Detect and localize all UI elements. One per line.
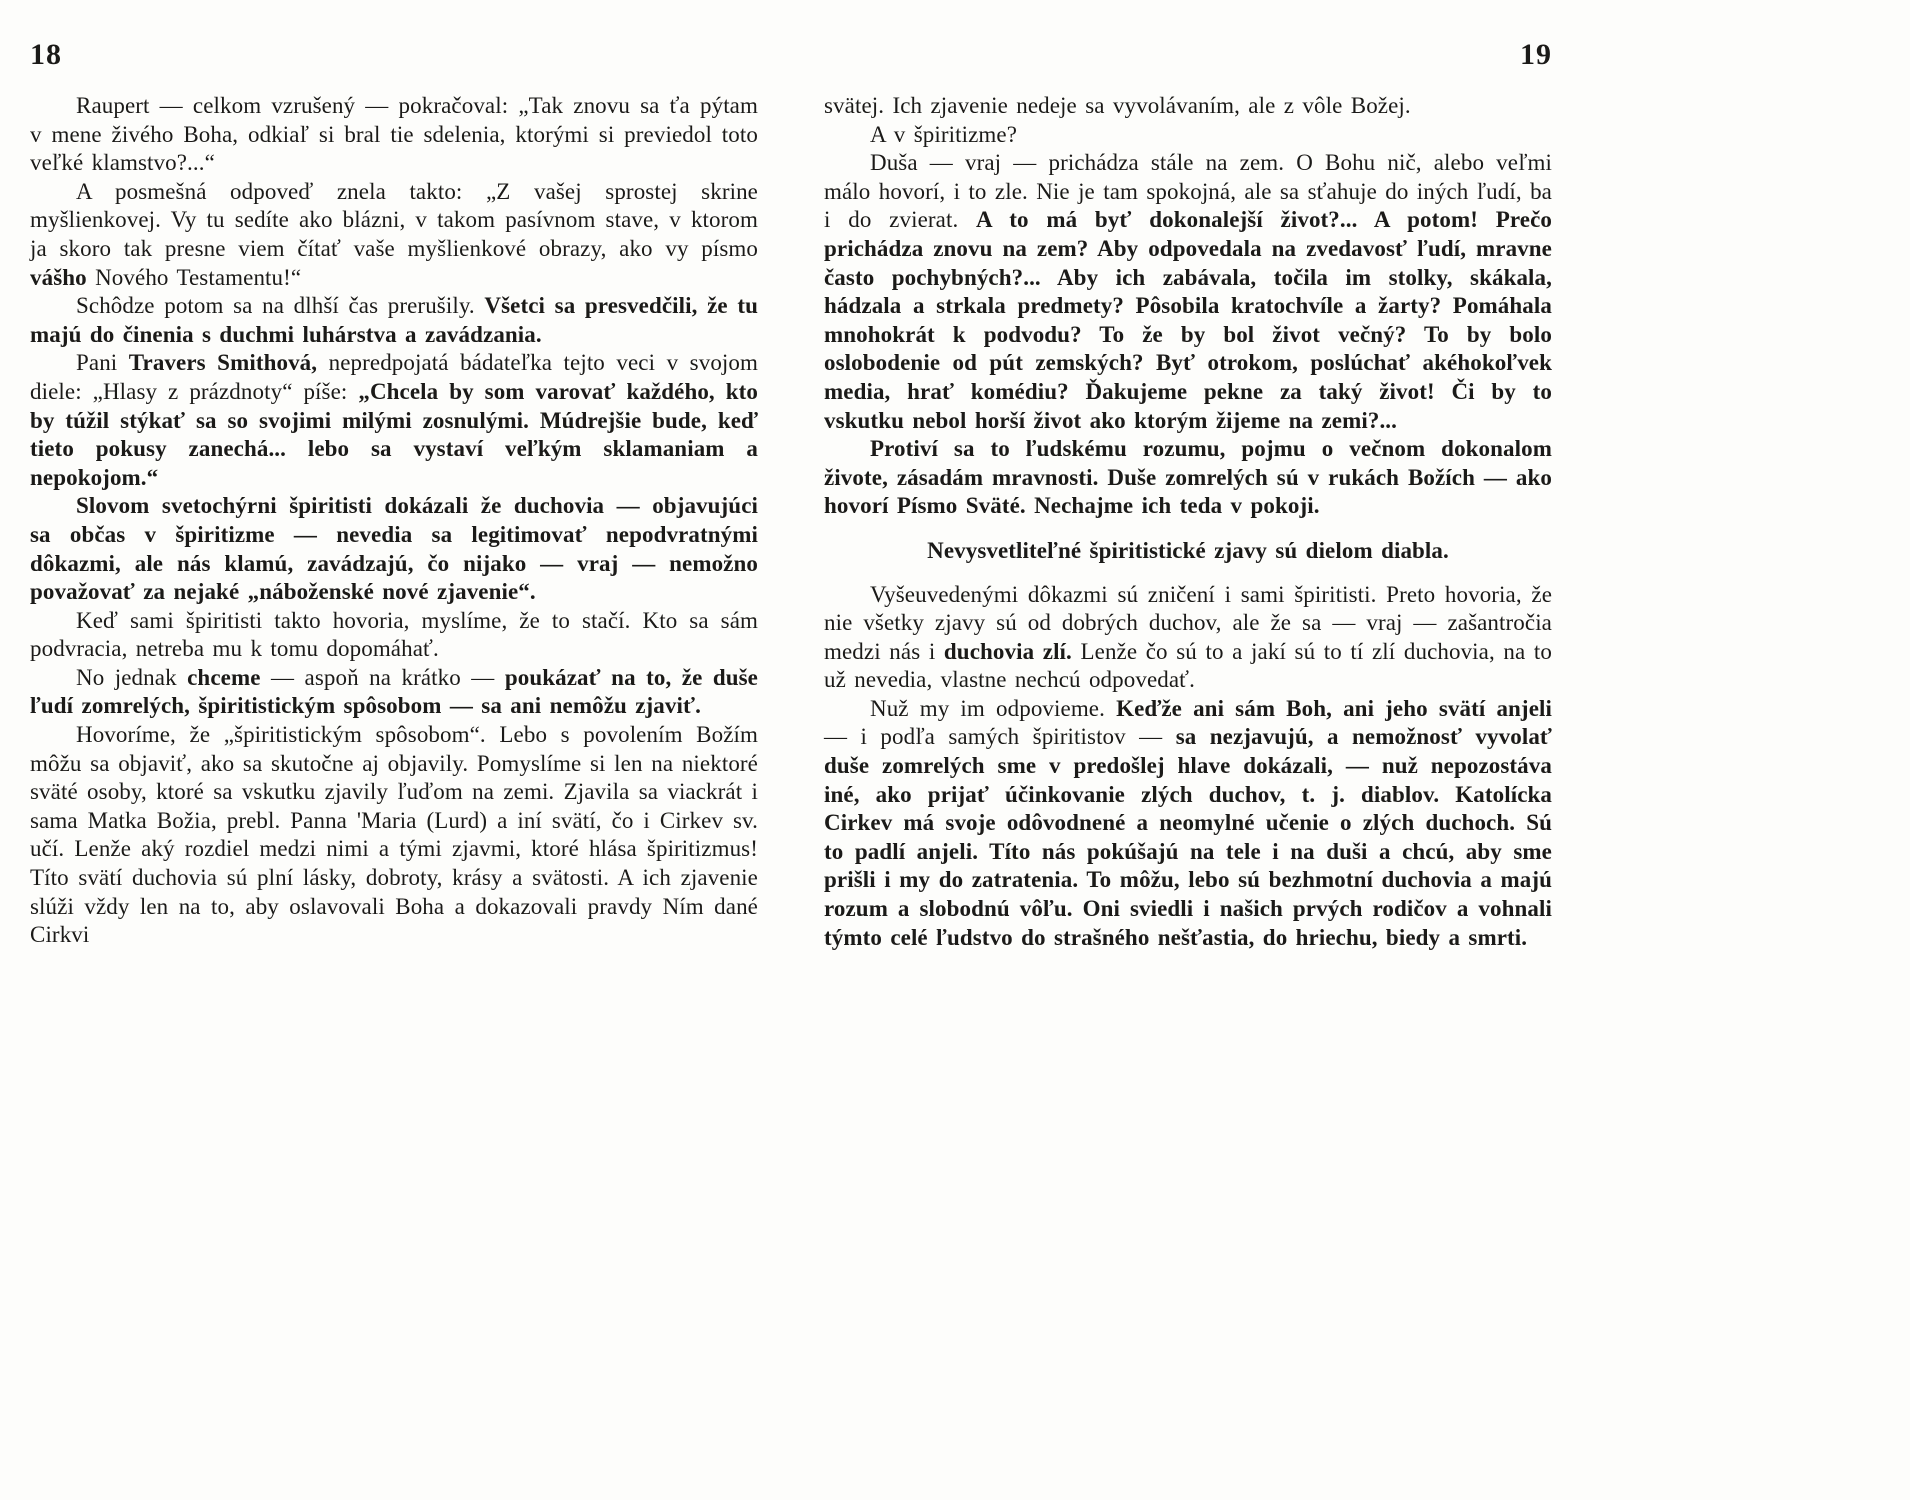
paragraph xyxy=(30,178,758,292)
text-segment: No jednak xyxy=(76,664,188,690)
text-segment: — i podľa samých špiritistov — xyxy=(824,724,1176,750)
text-segment: chceme xyxy=(187,664,261,690)
text-segment: svätej. Ich zjavenie nedeje sa vyvolávaním, ale z vôle Božej. xyxy=(824,93,1411,118)
paragraph xyxy=(30,721,758,950)
page-right xyxy=(824,38,1552,952)
text-segment: Hovoríme, že „špiritistickým spôsobom“. Lebo s povolením Božím môžu sa objaviť, ako sa skutočne aj objavily. Pomyslíme si len na niektoré sväté osoby, ktoré sa vskutku zjavily ľuďom na zemi. Zjavila sa viackrát i sama Matka Božia, prebl. Panna 'Maria (Lurd) a iní svätí, čo i Cirkev sv. učí. Lenže aký rozdiel medzi nimi a tými zjavmi, ktoré hlása špiritizmus! Títo svätí duchovia sú plní lásky, dobroty, krásy a svätosti. A ich zjavenie slúži vždy len na to, aby oslavovali Boha a dokazovali pravdy Ním dané Cirkvi xyxy=(30,722,758,948)
text-segment: Slovom svetochýrni špiritisti dokázali že duchovia — objavujúci sa občas v špiritizme — nevedia sa legitimovať nepodvratnými dôkazmi, ale nás klamú, zavádzajú, čo nijako — vraj — nemožno považovať za nejaké „náboženské nové zjavenie“. xyxy=(30,493,758,605)
text-segment: Protiví sa to ľudskému rozumu, pojmu o večnom dokonalom živote, zásadám mravnosti. Duše zomrelých sú v rukách Božích — ako hovorí Písmo Sväté. Nechajme ich teda v pokoji. xyxy=(824,436,1552,519)
text-segment: nepredpojatá bádateľka tejto veci v svojom diele: „Hlasy z prázdnoty“ píše: xyxy=(30,350,759,404)
text-segment: Schôdze potom sa na dlhší čas prerušily. xyxy=(76,293,485,319)
paragraph xyxy=(30,664,758,721)
text-segment: poukázať na to, že duše ľudí zomrelých, špiritistickým spôsobom — sa ani nemôžu zjaviť. xyxy=(30,664,758,719)
text-segment: Všetci sa presvedčili, že tu majú do činenia s duchmi luhárstva a zavádzania. xyxy=(30,293,758,347)
text-segment: Pani xyxy=(76,350,129,376)
paragraph xyxy=(824,149,1552,435)
text-segment: „Chcela by som varovať každého, kto by túžil stýkať sa so svojimi milými zosnulými. Múdrejšie bude, keď tieto pokusy zanechá... lebo sa vystaví veľkým sklamaniam a nepokojom.“ xyxy=(30,378,758,490)
text-segment: A to má byť dokonalejší život?... A potom! Prečo prichádza znovu na zem? Aby odpovedala na zvedavosť ľudí, mravne často pochybných?... Aby ich zabávala, točila im stolky, skákala, hádzala a strkala predmety? Pôsobila kratochvíle a žarty? Pomáhala mnohokrát k podvodu? To že by bol život večný? To by bolo oslobodenie od pút zemských? Byť otrokom, poslúchať akéhokoľvek media, hrať komédiu? Ďakujeme pekne za taký život! Či by to vskutku nebol horší život ako ktorým žijeme na zemi?... xyxy=(824,207,1552,433)
text-segment: Nuž my im odpovieme. xyxy=(870,695,1117,721)
text-segment: A posmešná odpoveď znela takto: „Z vašej sprostej skrine myšlienkovej. Vy tu sedíte ako blázni, v takom pasívnom stave, v ktorom ja skoro tak presne viem čítať vaše myšlienkové obrazy, ako vy písmo xyxy=(30,178,758,261)
text-segment: A v špiritizme? xyxy=(870,121,1018,147)
paragraph xyxy=(30,92,758,178)
paragraph xyxy=(824,695,1552,952)
text-segment: duchovia zlí. xyxy=(943,638,1072,664)
paragraph xyxy=(30,292,758,349)
page-left xyxy=(30,38,758,952)
text-segment: Vyšeuvedenými dôkazmi sú zničení i sami špiritisti. Preto hovoria, že nie všetky zjavy sú od dobrých duchov, ale že sa — vraj — zašantročia medzi nás i xyxy=(824,581,1552,664)
paragraph xyxy=(30,349,758,492)
paragraph xyxy=(824,92,1552,121)
text-segment: Keďže ani sám Boh, ani jeho svätí anjeli xyxy=(1116,695,1552,721)
paragraph xyxy=(30,492,758,606)
text-column-left xyxy=(30,92,758,950)
paragraph xyxy=(824,581,1552,695)
paragraph xyxy=(30,607,758,664)
text-segment: Keď sami špiritisti takto hovoria, myslíme, že to stačí. Kto sa sám podvracia, netreba mu k tomu dopomáhať. xyxy=(30,607,758,662)
paragraph xyxy=(824,435,1552,521)
text-segment: Lenže čo sú to a jakí sú to tí zlí duchovia, na to už nevedia, vlastne nechcú odpovedať. xyxy=(824,638,1552,693)
text-segment: — aspoň na krátko — xyxy=(260,664,505,690)
section-heading xyxy=(824,537,1552,566)
text-segment: sa nezjavujú, a nemožnosť vyvolať duše zomrelých sme v predošlej hlave dokázali, — nuž nepozostáva iné, ako prijať účinkovanie zlých duchov, t. j. diablov. Katolícka Cirkev má svoje odôvodnené a neomylné učenie o zlých duchoch. Sú to padlí anjeli. Títo nás pokúšajú na tele i na duši a chcú, aby sme prišli i my do zatratenia. To môžu, lebo sú bezhmotní duchovia a majú rozum a slobodnú vôľu. Oni sviedli i našich prvých rodičov a vohnali týmto celé ľudstvo do strašného nešťastia, do hriechu, biedy a smrti. xyxy=(824,724,1553,950)
text-segment: vášho xyxy=(30,264,87,290)
text-segment: Nevysvetliteľné špiritistické zjavy sú dielom diabla. xyxy=(927,537,1449,563)
page-number-right: 19 xyxy=(1520,38,1552,71)
text-segment: Travers Smithová, xyxy=(128,350,318,376)
text-segment: Raupert — celkom vzrušený — pokračoval: „Tak znovu sa ťa pýtam v mene živého Boha, odkiaľ si bral tie sdelenia, ktorými si previedol toto veľké klamstvo?...“ xyxy=(30,93,758,176)
text-segment: Nového Testamentu!“ xyxy=(86,264,302,290)
paragraph xyxy=(824,121,1552,150)
text-segment: Duša — vraj — prichádza stále na zem. O Bohu nič, alebo veľmi málo hovorí, i to zle. Nie je tam spokojná, ale sa sťahuje do iných ľudí, ba i do zvierat. xyxy=(824,150,1552,233)
page-number-left: 18 xyxy=(30,38,62,71)
text-column-right xyxy=(824,92,1552,952)
